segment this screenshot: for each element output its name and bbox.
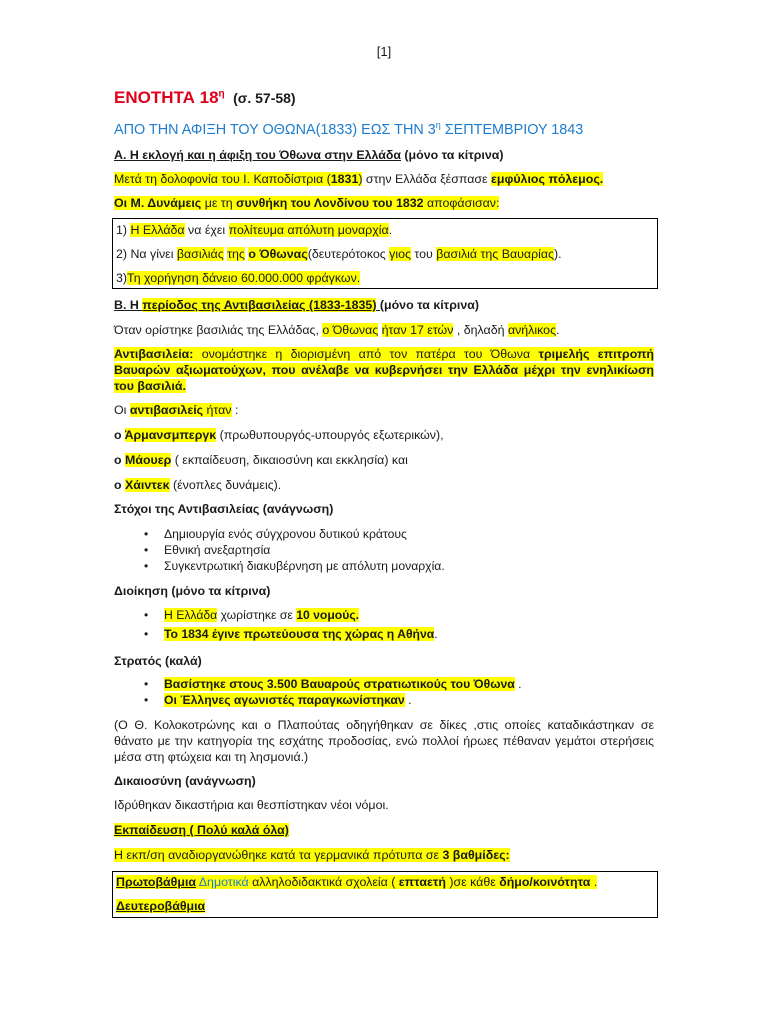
text-span: χωρίστηκε σε [217, 608, 297, 622]
text-span: Η Ελλάδα [130, 223, 185, 237]
text-span: . [434, 627, 438, 641]
otto-name: ο Όθωνας [248, 247, 308, 261]
section-b-p1 [114, 322, 560, 338]
education-primary [116, 874, 597, 890]
list-item: • Συγκεντρωτική διακυβέρνηση με απόλυτη μοναρχία. [114, 558, 445, 574]
text-span: με τη [201, 196, 237, 210]
text-span: Β. Η [114, 298, 143, 312]
regents-intro [114, 402, 238, 418]
text-span: Πρωτοβάθμια [116, 875, 197, 889]
army-title: Στρατός (καλά) [114, 654, 202, 668]
text-span: γιος [389, 247, 411, 261]
goals-list [114, 526, 445, 574]
text-span: ο Όθωνας [322, 323, 379, 337]
great-powers: Οι Μ. Δυνάμεις [114, 196, 202, 210]
text-span: βασιλιά της Βαυαρίας [436, 247, 555, 261]
army-note: (Ο Θ. Κολοκοτρώνης και ο Πλαπούτας οδηγήθηκαν σε δίκες ,στις οποίες καταδικάστηκαν σε θάνατο με την κατηγορία της εσχάτης προδοσίας, ενώ πολλοί ήρωες πέθαναν γεμάτοι στερήσεις μέσα στη φτώχεια και τη λησμονιά.) [114, 718, 654, 764]
text-span: αλληλοδιδακτικά σχολεία ( [248, 875, 399, 889]
text-span: . [388, 223, 393, 237]
list-item: • Εθνική ανεξαρτησία [114, 542, 445, 558]
text-span: ονομάστηκε η διορισμένη από τον πατέρα του Όθωνα [193, 347, 539, 361]
text-span: της [227, 247, 245, 261]
regency-term: Αντιβασιλεία: [114, 347, 194, 361]
regent-2 [114, 452, 408, 468]
section-a-title-text: Α. Η εκλογή και η άφιξη του Όθωνα στην Ελλάδα [114, 148, 401, 162]
text-span: βασιλιάς [176, 247, 224, 261]
text-span: ο [114, 453, 126, 467]
text-span: . [404, 693, 412, 707]
list-item [114, 607, 438, 623]
subtitle-sup: η [435, 120, 441, 130]
text-span: ο [114, 478, 126, 492]
text-span: (πρωθυπουργός-υπουργός εξωτερικών), [216, 428, 444, 442]
page-number: [1] [376, 44, 392, 59]
text-span: δάνειο 60.000.000 φράγκων. [198, 271, 361, 285]
text-span: (δευτερότοκος [307, 247, 390, 261]
text-span: Τη χορήγηση [127, 271, 199, 285]
subtitle-main: ΑΠΟ ΤΗΝ ΑΦΙΞΗ ΤΟΥ ΟΘΩΝΑ(1833) ΕΩΣ ΤΗΝ 3 [114, 121, 436, 138]
text-span: αποφάσισαν: [423, 196, 500, 210]
text-span: ) [358, 172, 363, 186]
text-span: (ένοπλες δυνάμεις). [169, 478, 282, 492]
text-span: Εκπαίδευση ( Πολύ καλά όλα) [114, 823, 289, 837]
list-item [114, 692, 522, 708]
section-a-line1 [114, 171, 603, 187]
section-heading [114, 88, 296, 108]
item-number: 3) [116, 271, 128, 285]
text-span: Να γίνει [127, 247, 177, 261]
text-span: ήταν 17 ετών [381, 323, 454, 337]
civil-war-text: εμφύλιος πόλεμος. [491, 172, 604, 186]
text-span: ( εκπαίδευση, δικαιοσύνη και εκκλησία) και [171, 453, 408, 467]
text-span: . [182, 379, 186, 393]
text-span: Όταν ορίστηκε βασιλιάς της Ελλάδας [114, 323, 316, 337]
text-span: ανήλικος [507, 323, 557, 337]
text-span: , δηλαδή [453, 323, 508, 337]
subtitle [114, 120, 583, 138]
text-span: ήταν [203, 403, 232, 417]
regent-name: Χάιντεκ [125, 478, 170, 492]
text-span: . [590, 875, 598, 889]
list-item [114, 676, 522, 692]
regency-definition [114, 346, 654, 394]
text-span: , [315, 323, 323, 337]
regency-period: περίοδος της Αντιβασιλείας (1833-1835) [142, 298, 377, 312]
education-secondary [116, 898, 205, 914]
decision-1 [116, 222, 392, 238]
text-span: ). [554, 247, 562, 261]
text-span: 10 νομούς. [296, 608, 360, 622]
text-span: επταετή [398, 875, 446, 889]
text-span: στην Ελλάδα ξέσπασε [362, 172, 492, 186]
text-span: ο [114, 428, 125, 442]
item-number: 1) [116, 223, 128, 237]
text-span: Βασίστηκε στους 3.500 Βαυαρούς στρατιωτικούς του Όθωνα [164, 677, 515, 691]
justice-title: Δικαιοσύνη (ανάγνωση) [114, 774, 256, 788]
goals-title: Στόχοι της Αντιβασιλείας (ανάγνωση) [114, 502, 334, 516]
subtitle-tail: ΣΕΠΤΕΜΒΡΙΟΥ 1843 [440, 121, 584, 138]
text-span: . [556, 323, 560, 337]
section-title: ΕΝΟΤΗΤΑ 18 [114, 88, 219, 107]
section-a-line2 [114, 195, 499, 211]
regent-name: Άρμανσμπεργκ [124, 428, 217, 442]
text-span: πολίτευμα απόλυτη μοναρχία [228, 223, 389, 237]
section-title-sup: η [218, 88, 225, 100]
text-span: Η εκπ/ση αναδιοργανώθηκε κατά τα γερμανικά πρότυπα σε [114, 848, 443, 862]
text-span: 3 βαθμίδες: [442, 848, 510, 862]
regent-name: Μάουερ [125, 453, 172, 467]
text-span: δήμο/κοινότητα [499, 875, 591, 889]
list-item: • Δημιουργία ενός σύγχρονου δυτικού κράτους [114, 526, 445, 542]
text-span: Η Ελλάδα [164, 608, 218, 622]
section-b-title [114, 297, 479, 313]
section-a-note: (μόνο τα κίτρινα) [400, 148, 504, 162]
regent-1 [114, 427, 444, 443]
year-1831: 1831 [330, 172, 359, 186]
admin-list [114, 607, 438, 642]
education-title [114, 822, 289, 838]
section-b-note: (μόνο τα κίτρινα) [379, 298, 479, 312]
item-number: 2) [116, 247, 128, 261]
text-span: Οι [114, 403, 130, 417]
text-span: τριμελής επιτροπή Βαυαρών αξιωματούχων, που ανέλαβε να κυβερνήσει την Ελλάδα μέχρι την ενηλικίωση του βασιλιά [114, 347, 654, 393]
army-list [114, 676, 522, 708]
text-span: : [231, 403, 239, 417]
text-span: Μετά τη δολοφονία του Ι. Καποδίστρια ( [114, 172, 331, 186]
admin-title: Διοίκηση (μόνο τα κίτρινα) [114, 584, 271, 598]
section-pages: (σ. 57-58) [233, 90, 296, 106]
section-a-title [114, 147, 503, 163]
text-span: να έχει [184, 223, 229, 237]
regent-3 [114, 477, 281, 493]
text-span: Οι Έλληνες αγωνιστές παραγκωνίστηκαν [164, 693, 405, 707]
text-span: Δευτεροβάθμια [116, 899, 206, 913]
london-treaty: συνθήκη του Λονδίνου του 1832 [236, 196, 424, 210]
text-span: Το 1834 έγινε πρωτεύουσα της χώρας η Αθήνα [164, 627, 435, 641]
decision-3 [116, 270, 360, 286]
justice-text: Ιδρύθηκαν δικαστήρια και θεσπίστηκαν νέοι νόμοι. [114, 798, 389, 812]
text-span: αντιβασιλείς [129, 403, 204, 417]
text-span: του [410, 247, 437, 261]
text-span: )σε κάθε [445, 875, 500, 889]
education-line [114, 847, 510, 863]
text-span: Δημοτικά [198, 875, 249, 889]
decision-2 [116, 246, 562, 262]
list-item [114, 626, 438, 642]
text-span: . [514, 677, 522, 691]
